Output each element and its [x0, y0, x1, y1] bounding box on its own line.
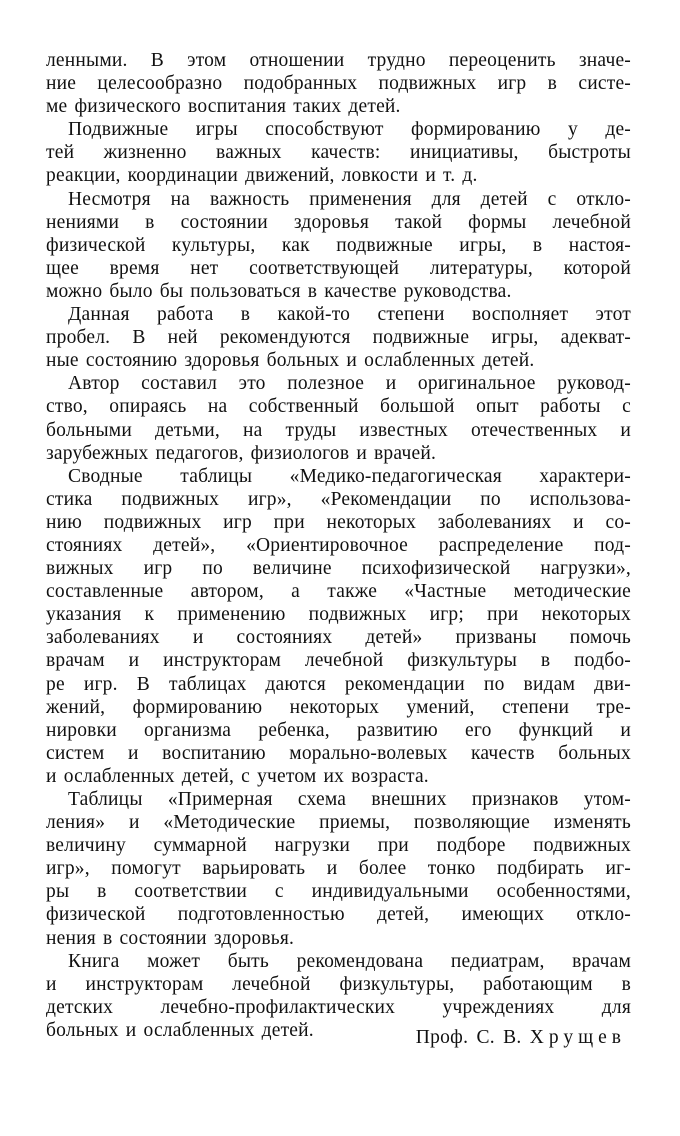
text-line: Подвижные игры способствуют формированию у де-	[68, 119, 631, 141]
text-line: ме физического воспитания таких детей.	[46, 96, 401, 118]
text-line: ре игр. В таблицах даются рекомендации по видам дви-	[46, 673, 631, 695]
text-line: заболеваниях и состояниях детей» призваны помочь	[46, 627, 631, 649]
paragraph	[46, 788, 631, 950]
signature-title: Проф. С. В.	[415, 1027, 522, 1048]
text-line: нировки организма ребенка, развитию его функций и	[46, 719, 631, 741]
text-line: указания к применению подвижных игр; при некоторых	[46, 604, 631, 626]
text-line: нениями в состоянии здоровья такой формы лечебной	[46, 211, 631, 233]
text-line: стояниях детей», «Ориентировочное распределение под-	[46, 534, 631, 556]
text-line: реакции, координации движений, ловкости и т. д.	[46, 165, 478, 187]
text-line: Сводные таблицы «Медико-педагогическая характери-	[68, 465, 631, 487]
text-line: и инструкторам лечебной физкультуры, работающим в	[46, 973, 631, 995]
paragraph	[46, 303, 631, 372]
text-line: жений, формированию некоторых умений, степени тре-	[46, 696, 631, 718]
text-line: Автор составил это полезное и оригинальное руковод-	[68, 373, 631, 395]
text-line: нию подвижных игр при некоторых заболеваниях и со-	[46, 511, 631, 533]
text-line: вижных игр по величине психофизической нагрузки»,	[46, 558, 631, 580]
text-line: больных и ослабленных детей.	[46, 1019, 314, 1041]
text-line: больными детьми, на труды известных отечественных и	[46, 419, 631, 441]
paragraph	[46, 372, 631, 464]
text-line: тей жизненно важных качеств: инициативы, быстроты	[46, 142, 631, 164]
text-line: Несмотря на важность применения для детей с откло-	[68, 188, 631, 210]
text-line: ные состоянию здоровья больных и ослабленных детей.	[46, 350, 535, 372]
text-line: зарубежных педагогов, физиологов и врачей.	[46, 442, 437, 464]
signature-surname: Хрущев	[529, 1027, 626, 1048]
paragraph	[46, 188, 631, 303]
text-line: и ослабленных детей, с учетом их возраста.	[46, 765, 429, 787]
text-line: пробел. В ней рекомендуются подвижные игры, адекват-	[46, 327, 631, 349]
text-line: Таблицы «Примерная схема внешних признаков утом-	[68, 789, 631, 810]
text-line: Книга может быть рекомендована педиатрам, врачам	[68, 950, 631, 972]
text-line: ство, опираясь на собственный большой опыт работы с	[46, 396, 631, 418]
text-line: систем и воспитанию морально-волевых качеств больных	[46, 742, 631, 764]
text-line: детских лечебно-профилактических учреждениях для	[46, 996, 631, 1018]
text-line: ры в соответствии с индивидуальными особенностями,	[46, 881, 631, 903]
text-line: Данная работа в какой-то степени восполняет этот	[68, 304, 631, 326]
signature	[416, 1027, 626, 1049]
text-line: физической культуры, как подвижные игры, в настоя-	[46, 234, 631, 256]
text-line: величину суммарной нагрузки при подборе подвижных	[46, 835, 631, 857]
text-line: физической подготовленностью детей, имеющих откло-	[46, 904, 631, 926]
text-line: врачам и инструкторам лечебной физкультуры в подбо-	[46, 650, 631, 672]
text-line: можно было бы пользоваться в качестве руководства.	[46, 280, 512, 302]
text-line: щее время нет соответствующей литературы, которой	[46, 257, 631, 279]
text-line: ленными. В этом отношении трудно переоценить значе-	[46, 50, 631, 71]
paragraph	[46, 118, 631, 187]
text-line: нения в состоянии здоровья.	[46, 927, 295, 949]
text-line: игр», помогут варьировать и более тонко подбирать иг-	[46, 858, 631, 880]
text-line: составленные автором, а также «Частные методические	[46, 581, 631, 603]
paragraph	[46, 465, 631, 788]
document-body	[46, 49, 631, 1042]
paragraph	[46, 49, 631, 118]
text-line: ние целесообразно подобранных подвижных игр в систе-	[46, 73, 631, 95]
text-line: ления» и «Методические приемы, позволяющие изменять	[46, 812, 631, 834]
text-line: стика подвижных игр», «Рекомендации по использова-	[46, 488, 631, 510]
